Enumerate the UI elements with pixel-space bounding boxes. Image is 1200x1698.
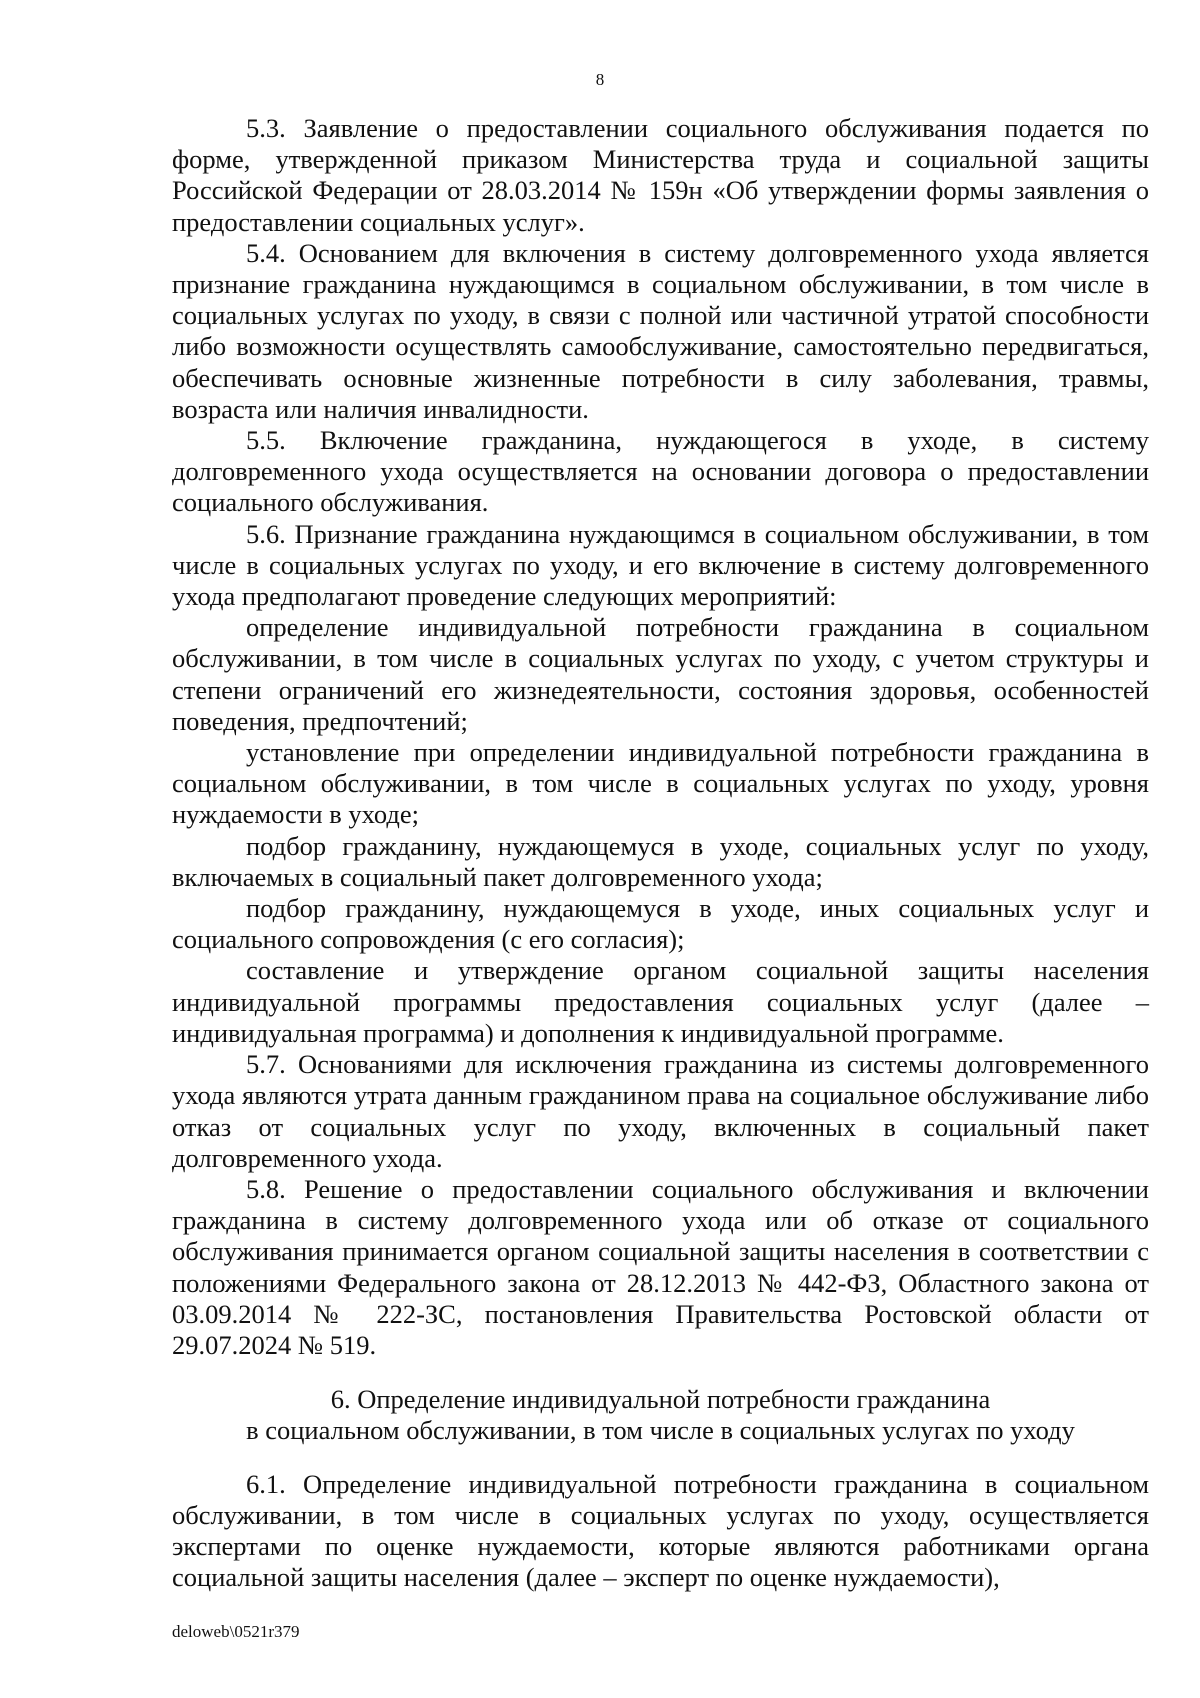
section-6-heading-line2: в социальном обслуживании, в том числе в социальных услугах по уходу <box>246 1415 1075 1446</box>
list-item-individual-program: составление и утверждение органом социальной защиты населения индивидуальной программы предоставления социальных услуг (далее – индивидуальная программа) и дополнения к индивидуальной программе. <box>172 955 1149 1048</box>
section-6-heading-line1: 6. Определение индивидуальной потребности гражданина <box>330 1384 991 1415</box>
paragraph-5-8: 5.8. Решение о предоставлении социального обслуживания и включении гражданина в систему долговременного ухода или об отказе от социального обслуживания принимается органом социальной защиты населения в соответствии с положениями Федерального закона от 28.12.2013 № 442-ФЗ, Областного закона от 03.09.2014 № 222-ЗС, постановления Правительства Ростовской области от 29.07.2024 № 519. <box>172 1173 1149 1360</box>
paragraph-5-7: 5.7. Основаниями для исключения гражданина из системы долговременного ухода являются утрата данным гражданином права на социальное обслуживание либо отказ от социальных услуг по уходу, включенных в социальный пакет долговременного ухода. <box>172 1049 1149 1173</box>
list-item-care-services: подбор гражданину, нуждающемуся в уходе, социальных услуг по уходу, включаемых в социальный пакет долговременного ухода; <box>172 830 1149 892</box>
document-body <box>172 113 1149 1593</box>
paragraph-5-6: 5.6. Признание гражданина нуждающимся в социальном обслуживании, в том числе в социальных услугах по уходу, и его включение в систему долговременного ухода предполагают проведение следующих мероприятий: <box>172 518 1149 612</box>
list-item-needs-assessment: определение индивидуальной потребности гражданина в социальном обслуживании, в том числе в социальных услугах по уходу, с учетом структуры и степени ограничений его жизнедеятельности, состояния здоровья, особенностей поведения, предпочтений; <box>172 612 1149 736</box>
page-number: 8 <box>595 70 605 89</box>
list-item-care-level: установление при определении индивидуальной потребности гражданина в социальном обслуживании, в том числе в социальных услугах по уходу, уровня нуждаемости в уходе; <box>172 737 1149 830</box>
section-6-heading <box>172 1384 1149 1446</box>
paragraph-5-5: 5.5. Включение гражданина, нуждающегося в уходе, в систему долговременного ухода осуществляется на основании договора о предоставлении социального обслуживания. <box>172 425 1149 518</box>
document-footer-code: deloweb\0521r379 <box>172 1622 300 1641</box>
paragraph-5-3: 5.3. Заявление о предоставлении социального обслуживания подается по форме, утвержденной приказом Министерства труда и социальной защиты Российской Федерации от 28.03.2014 № 159н «Об утверждении формы заявления о предоставлении социальных услуг». <box>172 113 1149 237</box>
list-item-other-services: подбор гражданину, нуждающемуся в уходе, иных социальных услуг и социального сопровождения (с его согласия); <box>172 893 1149 955</box>
paragraph-6-1: 6.1. Определение индивидуальной потребности гражданина в социальном обслуживании, в том числе в социальных услугах по уходу, осуществляется экспертами по оценке нуждаемости, которые являются работниками органа социальной защиты населения (далее – эксперт по оценке нуждаемости), <box>172 1468 1149 1593</box>
paragraph-5-4: 5.4. Основанием для включения в систему долговременного ухода является признание гражданина нуждающимся в социальном обслуживании, в том числе в социальных услугах по уходу, в связи с полной или частичной утратой способности либо возможности осуществлять самообслуживание, самостоятельно передвигаться, обеспечивать основные жизненные потребности в силу заболевания, травмы, возраста или наличия инвалидности. <box>172 237 1149 424</box>
